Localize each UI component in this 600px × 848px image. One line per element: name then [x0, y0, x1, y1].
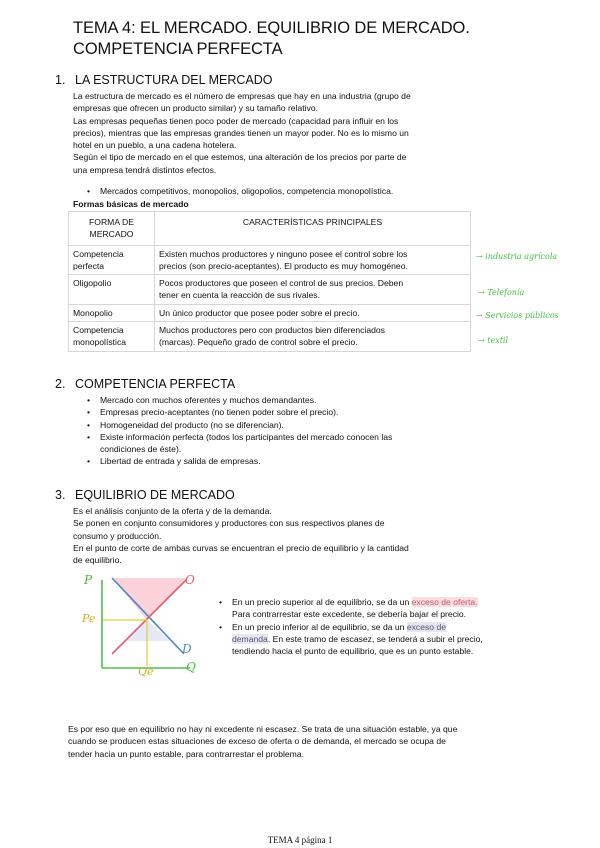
cell-text: Pocos productores que poseen el control de sus precios. Deben — [159, 278, 404, 289]
header-text: FORMA DE — [89, 217, 134, 227]
cell-text: Competencia — [73, 248, 124, 259]
bullet-item: • Mercados competitivos, monopolios, oligopolios, competencia monopolística. — [73, 185, 393, 197]
paragraph-line: Según el tipo de mercado en el que estemos, una alteración de los precios por parte de — [73, 152, 407, 163]
section-number: 2. — [55, 377, 66, 391]
paragraph-line: Es el análisis conjunto de la oferta y de la demanda. — [73, 506, 272, 516]
closing-paragraph — [68, 723, 457, 760]
cell-text: precios (son precio-aceptantes). El producto es muy homogéneo. — [159, 260, 408, 271]
handwritten-note: → Telefonía — [478, 288, 525, 297]
bullet-item: • Libertad de entrada y salida de empresas. — [73, 455, 392, 467]
cell-text: tener en cuenta la reacción de sus rivales. — [159, 290, 320, 301]
bullet-item — [205, 596, 535, 621]
section-3-text — [73, 505, 409, 566]
section-number: 3. — [55, 488, 66, 502]
paragraph-line: Las empresas pequeñas tienen poco poder de mercado (capacidad para influir en los — [73, 115, 399, 126]
title-line-2: COMPETENCIA PERFECTA — [73, 40, 283, 58]
paragraph-line: de equilibrio. — [73, 555, 122, 566]
label-o: O — [185, 573, 195, 587]
section-3-bullets — [205, 596, 535, 657]
header-forma — [69, 212, 155, 246]
cell-text: monopolística — [73, 337, 127, 348]
section-2-bullets — [73, 394, 392, 468]
bullet-text: Para contrarrestar este excedente, se debería bajar el precio. — [232, 609, 467, 620]
cell-text: Existen muchos productores y ninguno posee el control sobre los — [159, 248, 408, 259]
section-1-heading — [55, 73, 273, 87]
cell-text: perfecta — [73, 260, 105, 271]
paragraph-line: una empresa tendrá distintos efectos. — [73, 164, 217, 175]
cell-text: (marcas). Pequeño grado de control sobre el precio. — [159, 337, 358, 348]
market-forms-table — [68, 211, 471, 352]
cell-caracteristicas — [155, 245, 471, 275]
section-1-bullets — [73, 185, 393, 197]
cell-caracteristicas — [155, 304, 471, 321]
table-row — [69, 304, 471, 321]
section-3-heading — [55, 488, 235, 502]
label-q: Q — [186, 660, 196, 674]
document-title — [73, 18, 493, 60]
paragraph-line: En el punto de corte de ambas curvas se encuentran el precio de equilibrio y la cantidad — [73, 542, 409, 553]
table-title: Formas básicas de mercado — [73, 199, 189, 209]
excess-supply-area — [112, 578, 186, 620]
table-row — [69, 322, 471, 352]
paragraph-line: tender hacia un punto estable, para contrarrestar el problema. — [68, 748, 304, 759]
cell-text: Oligopolio — [73, 278, 112, 289]
header-text: MERCADO — [89, 229, 134, 240]
bullet-text: Existe información perfecta (todos los participantes del mercado conocen las — [100, 431, 393, 442]
paragraph-line: La estructura de mercado es el número de empresas que hay en una industria (grupo de — [73, 91, 411, 101]
cell-caracteristicas — [155, 275, 471, 305]
highlight-exceso-demanda: demanda — [232, 633, 268, 644]
label-qe: Qe — [138, 665, 154, 678]
section-title: LA ESTRUCTURA DEL MERCADO — [75, 73, 273, 87]
cell-forma — [69, 304, 155, 321]
cell-text: Muchos productores pero con productos bien diferenciados — [159, 325, 385, 336]
paragraph-line: Se ponen en conjunto consumidores y productores con sus respectivos planes de — [73, 518, 385, 529]
table-row — [69, 245, 471, 275]
bullet-item: • Homogeneidad del producto (no se diferencian). — [73, 419, 392, 431]
paragraph-line: consumo y producción. — [73, 530, 162, 541]
bullet-text: En un precio inferior al de equilibrio, se da un — [232, 621, 407, 632]
section-number: 1. — [55, 73, 66, 87]
highlight-exceso-demanda: exceso de — [406, 621, 447, 632]
table-row — [69, 275, 471, 305]
cell-forma — [69, 275, 155, 305]
cell-forma — [69, 322, 155, 352]
header-caracteristicas — [155, 212, 471, 246]
label-pe: Pe — [82, 612, 96, 625]
cell-text: Competencia — [73, 325, 124, 336]
paragraph-line: cuando se producen estas situaciones de exceso de oferta o de demanda, el mercado se ocupa de — [68, 736, 446, 747]
handwritten-note: → textil — [478, 336, 509, 345]
bullet-text: En un precio superior al de equilibrio, se da un — [232, 597, 412, 607]
section-1-text — [73, 90, 411, 176]
paragraph-line: precios), mientras que las empresas grandes tienen un mayor poder. No es lo mismo un — [73, 127, 409, 138]
cell-caracteristicas — [155, 322, 471, 352]
table-header-row — [69, 212, 471, 246]
bullet-item: • Empresas precio-aceptantes (no tienen poder sobre el precio). — [73, 406, 392, 418]
cell-text: Un único productor que posee poder sobre el precio. — [159, 307, 360, 318]
highlight-exceso-oferta: exceso de oferta. — [411, 597, 478, 607]
bullet-item — [205, 621, 535, 658]
page-footer: TEMA 4 página 1 — [267, 835, 333, 845]
section-title: EQUILIBRIO DE MERCADO — [75, 488, 235, 502]
label-p: P — [84, 573, 93, 587]
cell-text: Monopolio — [73, 307, 113, 318]
header-text: CARACTERÍSTICAS PRINCIPALES — [242, 217, 383, 227]
paragraph-line: hotel en un pueblo, a una cadena hotelera. — [73, 140, 237, 151]
bullet-text: tendiendo hacia el punto de equilibrio, que es un punto estable. — [232, 646, 474, 657]
section-2-heading — [55, 377, 235, 391]
section-title: COMPETENCIA PERFECTA — [75, 377, 236, 391]
bullet-text: . En este tramo de escasez, se tenderá a subir el precio, — [267, 633, 483, 644]
bullet-item: • Mercado con muchos oferentes y muchos demandantes. — [73, 394, 392, 406]
bullet-text: condiciones de éste). — [100, 444, 182, 455]
handwritten-note: → Servicios públicos — [476, 311, 559, 320]
title-line-1: TEMA 4: EL MERCADO. EQUILIBRIO DE MERCADO. — [73, 19, 470, 37]
cell-forma — [69, 245, 155, 275]
paragraph-line: empresas que ofrecen un producto similar) y su tamaño relativo. — [73, 103, 319, 114]
bullet-item — [73, 431, 392, 456]
label-d: D — [182, 642, 192, 656]
paragraph-line: Es por eso que en equilibrio no hay ni excedente ni escasez. Se trata de una situación estable, ya que — [68, 724, 458, 734]
handwritten-note: → industria agrícola — [476, 252, 558, 261]
